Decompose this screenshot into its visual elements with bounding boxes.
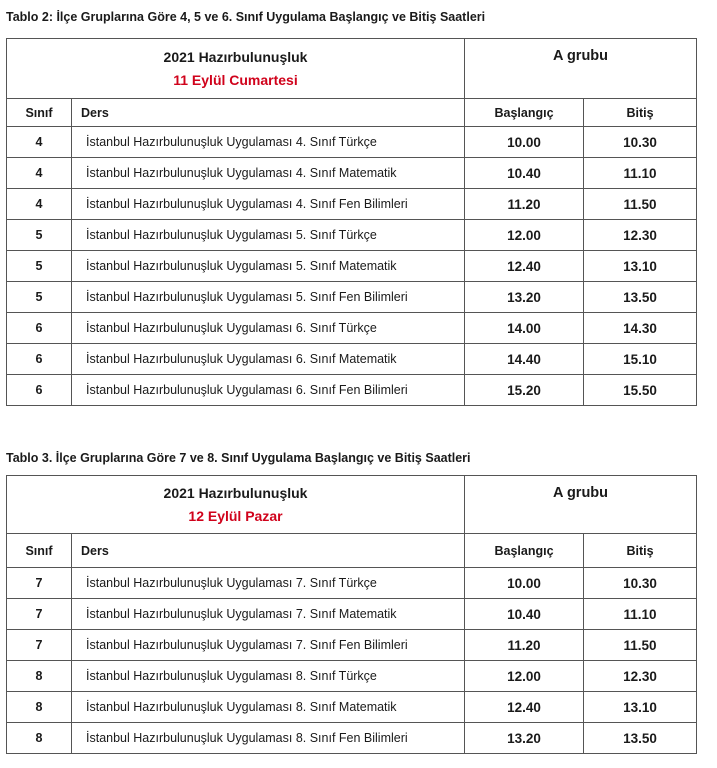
- table-row: [7, 568, 697, 599]
- ders-cell: İstanbul Hazırbulunuşluk Uygulaması 6. Sınıf Fen Bilimleri: [72, 375, 465, 406]
- table-row: [7, 692, 697, 723]
- sinif-cell: 4: [7, 158, 72, 189]
- ders-cell: İstanbul Hazırbulunuşluk Uygulaması 8. Sınıf Türkçe: [72, 661, 465, 692]
- table-row: [7, 661, 697, 692]
- ders-cell: İstanbul Hazırbulunuşluk Uygulaması 4. Sınıf Türkçe: [72, 127, 465, 158]
- sinif-cell: 5: [7, 220, 72, 251]
- table-3-caption: Tablo 3. İlçe Gruplarına Göre 7 ve 8. Sınıf Uygulama Başlangıç ve Bitiş Saatleri: [6, 451, 471, 465]
- ders-cell: İstanbul Hazırbulunuşluk Uygulaması 5. Sınıf Türkçe: [72, 220, 465, 251]
- ders-cell: İstanbul Hazırbulunuşluk Uygulaması 6. Sınıf Türkçe: [72, 313, 465, 344]
- ders-cell: İstanbul Hazırbulunuşluk Uygulaması 6. Sınıf Matematik: [72, 344, 465, 375]
- table-row: [7, 282, 697, 313]
- bitis-cell: 11.10: [584, 599, 697, 630]
- table-row: [7, 375, 697, 406]
- bitis-cell: 14.30: [584, 313, 697, 344]
- baslangic-cell: 11.20: [465, 630, 584, 661]
- ders-cell: İstanbul Hazırbulunuşluk Uygulaması 4. Sınıf Matematik: [72, 158, 465, 189]
- column-header-baslangic: Başlangıç: [465, 99, 584, 127]
- table-row: [7, 344, 697, 375]
- table-row: [7, 220, 697, 251]
- table-row: [7, 599, 697, 630]
- baslangic-cell: 10.40: [465, 599, 584, 630]
- table-2: [6, 38, 697, 406]
- table-3-column-headers: [7, 534, 697, 568]
- bitis-cell: 10.30: [584, 127, 697, 158]
- bitis-cell: 11.50: [584, 630, 697, 661]
- baslangic-cell: 13.20: [465, 282, 584, 313]
- baslangic-cell: 12.00: [465, 220, 584, 251]
- table-2-caption: Tablo 2: İlçe Gruplarına Göre 4, 5 ve 6. Sınıf Uygulama Başlangıç ve Bitiş Saatleri: [6, 10, 486, 24]
- table-row: [7, 313, 697, 344]
- table-row: [7, 630, 697, 661]
- ders-cell: İstanbul Hazırbulunuşluk Uygulaması 8. Sınıf Matematik: [72, 692, 465, 723]
- sinif-cell: 5: [7, 282, 72, 313]
- table-3-header-row: [7, 476, 697, 534]
- bitis-cell: 13.10: [584, 692, 697, 723]
- sinif-cell: 7: [7, 599, 72, 630]
- table-2-title-cell: [7, 39, 465, 99]
- sinif-cell: 4: [7, 189, 72, 220]
- table-2-column-headers: [7, 99, 697, 127]
- sinif-cell: 5: [7, 251, 72, 282]
- bitis-cell: 15.50: [584, 375, 697, 406]
- column-header-bitis: Bitiş: [584, 534, 697, 568]
- sinif-cell: 8: [7, 692, 72, 723]
- ders-cell: İstanbul Hazırbulunuşluk Uygulaması 8. Sınıf Fen Bilimleri: [72, 723, 465, 754]
- table-row: [7, 127, 697, 158]
- bitis-cell: 13.50: [584, 282, 697, 313]
- table-row: [7, 251, 697, 282]
- table-2-group: A grubu: [465, 39, 697, 99]
- bitis-cell: 13.50: [584, 723, 697, 754]
- bitis-cell: 15.10: [584, 344, 697, 375]
- sinif-cell: 8: [7, 661, 72, 692]
- sinif-cell: 6: [7, 313, 72, 344]
- table-3-date: 12 Eylül Pazar: [188, 508, 283, 524]
- ders-cell: İstanbul Hazırbulunuşluk Uygulaması 5. Sınıf Matematik: [72, 251, 465, 282]
- sinif-cell: 6: [7, 344, 72, 375]
- table-3-body: [7, 476, 697, 754]
- bitis-cell: 12.30: [584, 661, 697, 692]
- baslangic-cell: 11.20: [465, 189, 584, 220]
- baslangic-cell: 14.00: [465, 313, 584, 344]
- bitis-cell: 13.10: [584, 251, 697, 282]
- baslangic-cell: 10.00: [465, 568, 584, 599]
- table-2-body: [7, 39, 697, 406]
- table-2-date: 11 Eylül Cumartesi: [173, 72, 298, 88]
- column-header-sinif: Sınıf: [7, 99, 72, 127]
- sinif-cell: 4: [7, 127, 72, 158]
- table-3-title: 2021 Hazırbulunuşluk: [163, 485, 308, 501]
- baslangic-cell: 12.40: [465, 251, 584, 282]
- ders-cell: İstanbul Hazırbulunuşluk Uygulaması 4. Sınıf Fen Bilimleri: [72, 189, 465, 220]
- column-header-bitis: Bitiş: [584, 99, 697, 127]
- ders-cell: İstanbul Hazırbulunuşluk Uygulaması 5. Sınıf Fen Bilimleri: [72, 282, 465, 313]
- column-header-baslangic: Başlangıç: [465, 534, 584, 568]
- baslangic-cell: 10.00: [465, 127, 584, 158]
- sinif-cell: 6: [7, 375, 72, 406]
- sinif-cell: 7: [7, 568, 72, 599]
- table-2-header-row: [7, 39, 697, 99]
- table-2-title: 2021 Hazırbulunuşluk: [163, 49, 308, 65]
- bitis-cell: 11.50: [584, 189, 697, 220]
- baslangic-cell: 14.40: [465, 344, 584, 375]
- ders-cell: İstanbul Hazırbulunuşluk Uygulaması 7. Sınıf Matematik: [72, 599, 465, 630]
- ders-cell: İstanbul Hazırbulunuşluk Uygulaması 7. Sınıf Türkçe: [72, 568, 465, 599]
- table-3-title-cell: [7, 476, 465, 534]
- sinif-cell: 7: [7, 630, 72, 661]
- bitis-cell: 10.30: [584, 568, 697, 599]
- baslangic-cell: 12.00: [465, 661, 584, 692]
- table-3-group: A grubu: [465, 476, 697, 534]
- bitis-cell: 11.10: [584, 158, 697, 189]
- table-row: [7, 723, 697, 754]
- bitis-cell: 12.30: [584, 220, 697, 251]
- column-header-ders: Ders: [72, 99, 465, 127]
- sinif-cell: 8: [7, 723, 72, 754]
- column-header-ders: Ders: [72, 534, 465, 568]
- baslangic-cell: 12.40: [465, 692, 584, 723]
- ders-cell: İstanbul Hazırbulunuşluk Uygulaması 7. Sınıf Fen Bilimleri: [72, 630, 465, 661]
- table-3: [6, 475, 697, 754]
- baslangic-cell: 15.20: [465, 375, 584, 406]
- table-row: [7, 189, 697, 220]
- column-header-sinif: Sınıf: [7, 534, 72, 568]
- table-row: [7, 158, 697, 189]
- baslangic-cell: 13.20: [465, 723, 584, 754]
- baslangic-cell: 10.40: [465, 158, 584, 189]
